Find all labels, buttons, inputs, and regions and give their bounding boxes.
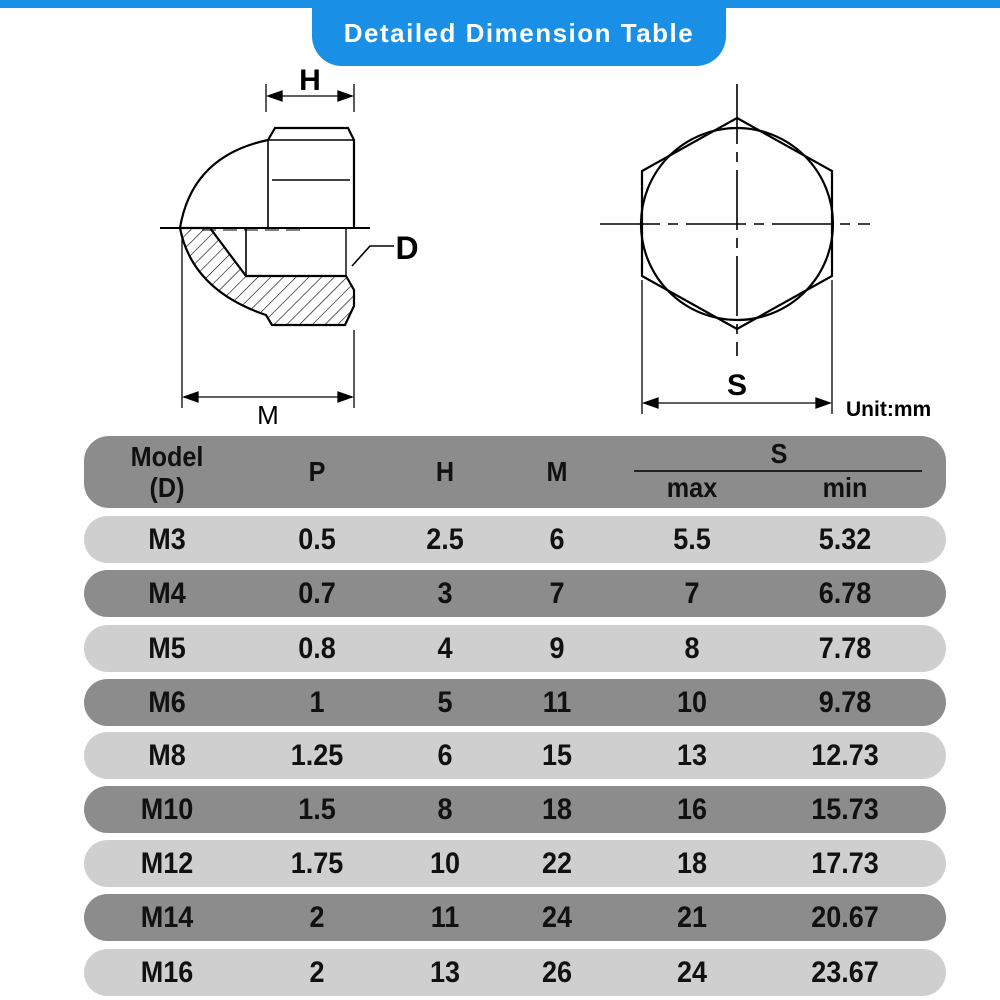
cell-s-max: 18 — [676, 846, 708, 880]
cell-model: M10 — [140, 792, 194, 826]
cell-model: M14 — [140, 900, 194, 934]
table-row — [84, 570, 946, 617]
cell-model: M3 — [148, 522, 186, 556]
cell-model: M4 — [148, 576, 186, 610]
dim-label-h: H — [299, 64, 321, 97]
cell-s-min: 6.78 — [818, 576, 872, 610]
header-model-line1: Model — [130, 441, 204, 472]
cell-m: 11 — [542, 685, 572, 719]
header-p: P — [308, 456, 326, 487]
cell-p: 1 — [309, 685, 325, 719]
cell-m: 22 — [541, 846, 573, 880]
cell-s-max: 16 — [676, 792, 708, 826]
cell-h: 8 — [437, 792, 453, 826]
cell-h: 6 — [437, 738, 453, 772]
cell-s-max: 21 — [676, 900, 708, 934]
cell-s-max: 5.5 — [673, 522, 711, 556]
cell-h: 11 — [430, 900, 460, 934]
dim-label-s: S — [726, 369, 748, 402]
cell-s-min: 17.73 — [811, 846, 879, 880]
cell-p: 0.7 — [298, 576, 336, 610]
header-m: M — [546, 456, 568, 487]
cell-m: 26 — [541, 955, 573, 989]
header-s-max: max — [666, 472, 718, 503]
cell-model: M6 — [148, 685, 186, 719]
header-model — [110, 436, 223, 508]
header-model-line2: (D) — [149, 472, 185, 503]
table-header — [84, 436, 946, 508]
cell-s-min: 15.73 — [811, 792, 879, 826]
table-row — [84, 679, 946, 726]
cell-s-min: 20.67 — [811, 900, 879, 934]
cell-p: 2 — [309, 900, 325, 934]
cell-m: 15 — [541, 738, 573, 772]
dim-label-m: M — [257, 400, 279, 430]
cap-nut-technical-drawing — [0, 60, 1000, 430]
cell-s-max: 13 — [676, 738, 708, 772]
cell-m: 9 — [549, 631, 565, 665]
cell-p: 1.75 — [290, 846, 344, 880]
table-row — [84, 894, 946, 941]
header-s-min: min — [822, 472, 868, 503]
cell-s-min: 7.78 — [818, 631, 872, 665]
cell-h: 3 — [437, 576, 453, 610]
header-s: S — [770, 438, 788, 469]
cell-s-max: 7 — [684, 576, 700, 610]
table-row — [84, 732, 946, 779]
cell-s-min: 23.67 — [811, 955, 879, 989]
cell-m: 6 — [549, 522, 565, 556]
cell-s-min: 5.32 — [818, 522, 872, 556]
cell-h: 13 — [429, 955, 461, 989]
unit-label: Unit:mm — [846, 398, 932, 421]
cell-p: 2 — [309, 955, 325, 989]
top-view — [600, 84, 870, 414]
cell-m: 7 — [549, 576, 565, 610]
cell-s-min: 12.73 — [811, 738, 879, 772]
cell-s-max: 10 — [676, 685, 708, 719]
cell-p: 0.5 — [298, 522, 336, 556]
dim-label-d: D — [395, 230, 419, 266]
table-row — [84, 516, 946, 563]
cell-s-max: 24 — [676, 955, 708, 989]
cell-h: 10 — [429, 846, 461, 880]
cell-h: 4 — [437, 631, 453, 665]
cell-s-min: 9.78 — [818, 685, 872, 719]
cell-m: 24 — [541, 900, 573, 934]
cell-m: 18 — [541, 792, 573, 826]
cell-model: M12 — [140, 846, 194, 880]
cell-h: 5 — [437, 685, 453, 719]
table-row — [84, 786, 946, 833]
table-row — [84, 949, 946, 996]
cell-p: 1.5 — [298, 792, 336, 826]
cell-p: 0.8 — [298, 631, 336, 665]
cell-model: M5 — [148, 631, 186, 665]
side-view — [160, 84, 394, 408]
cell-s-max: 8 — [684, 631, 700, 665]
page-title: Detailed Dimension Table — [312, 0, 726, 66]
cell-model: M16 — [140, 955, 194, 989]
cell-h: 2.5 — [426, 522, 464, 556]
header-h: H — [435, 456, 455, 487]
table-row — [84, 840, 946, 887]
table-row — [84, 625, 946, 672]
cell-model: M8 — [148, 738, 186, 772]
cell-p: 1.25 — [290, 738, 344, 772]
